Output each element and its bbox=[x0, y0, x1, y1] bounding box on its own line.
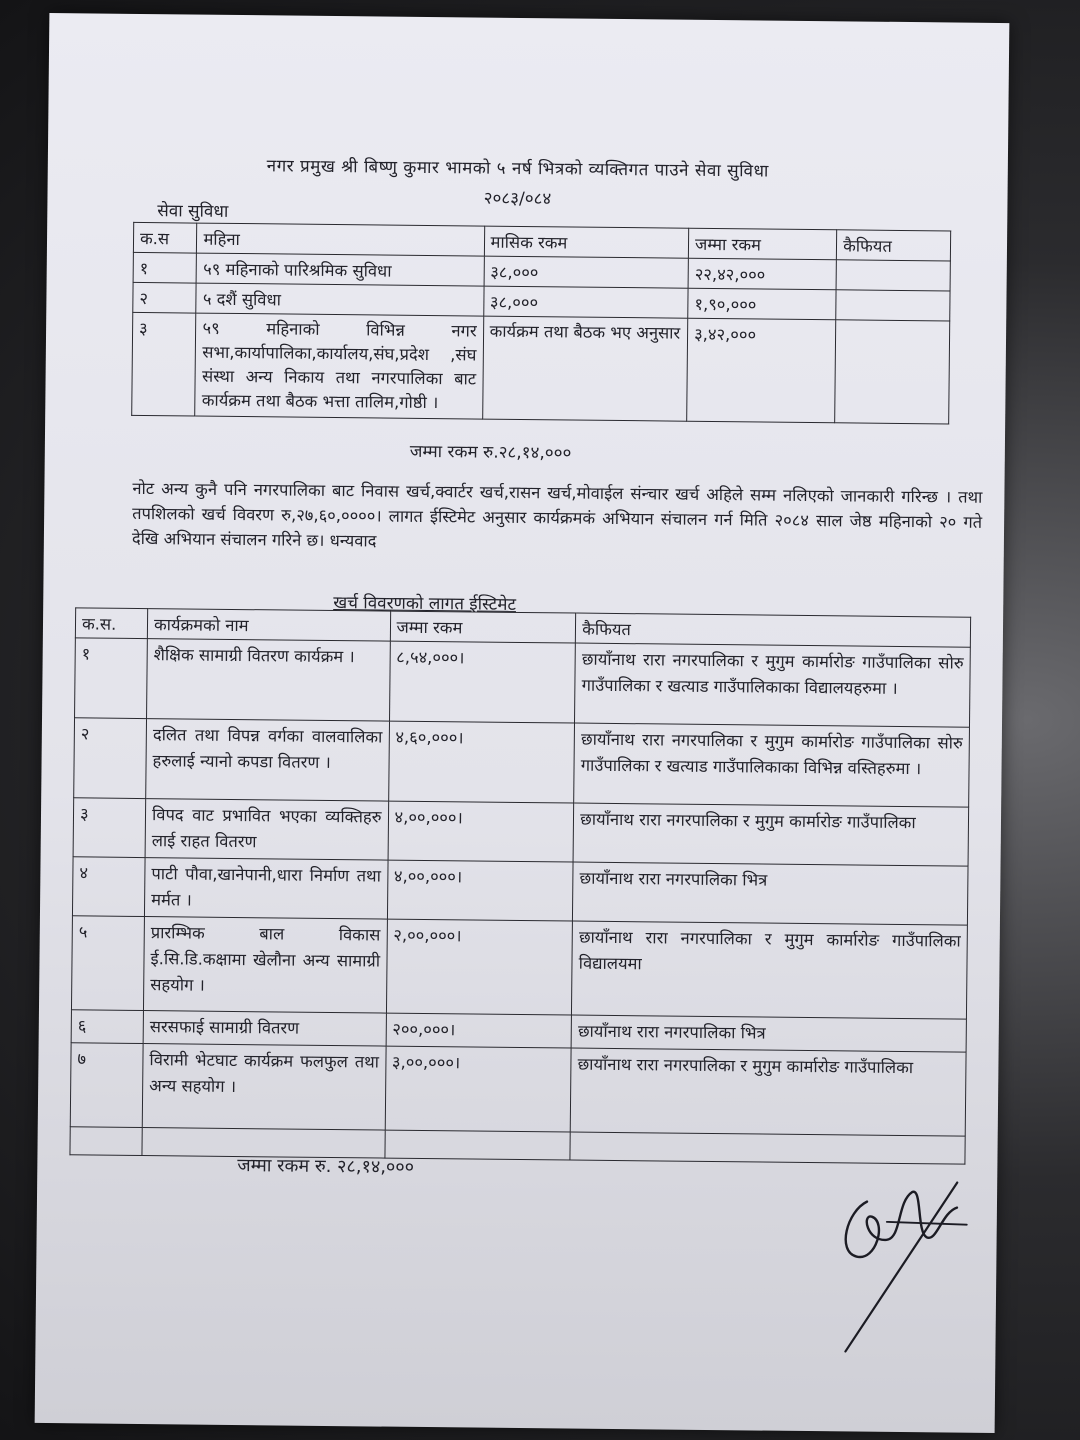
cell-sn: ३ bbox=[73, 798, 146, 858]
cell-program-name: प्रारम्भिक बाल विकास ई.सि.डि.कक्षामा खेलौना अन्य सामाग्री सहयोग । bbox=[143, 917, 386, 1014]
cell-remarks bbox=[836, 290, 950, 321]
table-row bbox=[71, 916, 967, 1019]
cell-sn: १ bbox=[133, 252, 197, 283]
cell-monthly: ३८,००० bbox=[484, 256, 689, 288]
cell-monthly: कार्यक्रम तथा बैठक भए अनुसार bbox=[482, 316, 688, 421]
cell-month: ५ दशैं सुविधा bbox=[196, 283, 483, 316]
cell-program-name: दलित तथा विपन्न वर्गका वालवालिका हरुलाई न्यानो कपडा वितरण । bbox=[146, 719, 389, 802]
table-row bbox=[75, 638, 971, 727]
header-sn: क.स bbox=[133, 222, 197, 253]
signature-icon bbox=[825, 1161, 987, 1363]
document-paper bbox=[35, 13, 1010, 1433]
cell-sn: ५ bbox=[71, 916, 144, 1011]
header-sn: क.स. bbox=[75, 608, 147, 639]
fiscal-year: २०८३/०८४ bbox=[483, 188, 552, 210]
estimate-title: खर्च विवरणको लागत ईस्टिमेट bbox=[333, 593, 517, 615]
cell-sn: २ bbox=[133, 282, 197, 313]
cell-empty bbox=[70, 1127, 142, 1156]
cell-program-name: सरसफाई सामाग्री वितरण bbox=[143, 1011, 386, 1047]
cell-program-name: शैक्षिक सामाग्री वितरण कार्यक्रम । bbox=[147, 639, 390, 722]
cell-total: १,९०,००० bbox=[688, 288, 836, 320]
cell-month: ५९ महिनाको विभिन्न नगर सभा,कार्यापालिका,कार्यालय,संघ,प्रदेश ,संघ संस्था अन्य निकाय तथा नगरपालिका बाट कार्यक्रम तथा बैठक भत्ता तालिम,गोष्ठी । bbox=[195, 313, 483, 419]
header-program-name: कार्यक्रमको नाम bbox=[147, 609, 390, 642]
cell-sn: ३ bbox=[132, 312, 197, 416]
section-label: सेवा सुविधा bbox=[157, 201, 229, 222]
header-amount: जम्मा रकम bbox=[390, 611, 576, 643]
cell-total: ३,४२,००० bbox=[687, 318, 836, 423]
cell-remarks: छायाँनाथ रारा नगरपालिका र मुगुम कार्मारोङ गाउँपालिका bbox=[573, 803, 968, 866]
cell-sn: ७ bbox=[70, 1043, 143, 1128]
cell-remarks: छायाँनाथ रारा नगरपालिका र मुगुम कार्मारोङ गाउँपालिका सोरु गाउँपालिका र खत्याड गाउँपालिकाका विभिन्न वस्तिहरुमा । bbox=[574, 723, 970, 807]
cell-amount: ४,६०,०००। bbox=[388, 721, 575, 803]
cell-program-name: विपद वाट प्रभावित भएका व्यक्तिहरु लाई राहत वितरण bbox=[145, 799, 388, 861]
cell-sn: ४ bbox=[72, 857, 145, 917]
service-table bbox=[131, 222, 951, 425]
cell-remarks bbox=[836, 260, 950, 291]
cell-amount: २००,०००। bbox=[386, 1013, 572, 1048]
cell-monthly: ३८,००० bbox=[483, 286, 688, 318]
cell-remarks: छायाँनाथ रारा नगरपालिका र मुगुम कार्मारोङ गाउँपालिका विद्यालयमा bbox=[572, 921, 968, 1019]
cell-remarks: छायाँनाथ रारा नगरपालिका र मुगुम कार्मारोङ गाउँपालिका सोरु गाउँपालिका र खत्याड गाउँपालिकाका विद्यालयहरुमा । bbox=[575, 643, 971, 727]
cell-amount: ४,००,०००। bbox=[387, 860, 573, 921]
cell-amount: ४,००,०००। bbox=[388, 801, 574, 862]
header-remarks: कैफियत bbox=[836, 230, 950, 261]
cell-total: २२,४२,००० bbox=[688, 258, 836, 290]
cell-month: ५९ महिनाको पारिश्रमिक सुविधा bbox=[197, 253, 484, 286]
header-total: जम्मा रकम bbox=[688, 228, 836, 260]
cell-remarks: छायाँनाथ रारा नगरपालिका भित्र bbox=[573, 862, 968, 925]
cell-amount: २,००,०००। bbox=[386, 919, 573, 1015]
table-row bbox=[74, 718, 970, 807]
cell-remarks: छायाँनाथ रारा नगरपालिका र मुगुम कार्मारोङ गाउँपालिका bbox=[570, 1048, 966, 1136]
cell-remarks: छायाँनाथ रारा नगरपालिका भित्र bbox=[571, 1015, 966, 1052]
cell-sn: २ bbox=[74, 718, 147, 799]
cell-amount: ८,५४,०००। bbox=[389, 641, 576, 723]
header-month: महिना bbox=[197, 223, 484, 256]
cell-program-name: पाटी पौवा,खानेपानी,धारा निर्माण तथा मर्मत । bbox=[144, 858, 387, 920]
service-total: जम्मा रकम रु.२८,१४,००० bbox=[409, 441, 572, 464]
table-row bbox=[70, 1043, 966, 1136]
header-monthly: मासिक रकम bbox=[484, 226, 689, 258]
table-row bbox=[132, 312, 950, 424]
estimate-total: जम्मा रकम रु. २८,१४,००० bbox=[237, 1155, 415, 1178]
cell-sn: १ bbox=[75, 638, 148, 719]
cell-program-name: विरामी भेटघाट कार्यक्रम फलफुल तथा अन्य सहयोग । bbox=[142, 1044, 385, 1131]
table-row bbox=[72, 857, 968, 925]
document-title: नगर प्रमुख श्री बिष्णु कुमार भामको ५ नर्ष भित्रको व्यक्तिगत पाउने सेवा सुविधा bbox=[266, 156, 770, 182]
cell-remarks bbox=[835, 320, 950, 424]
cell-sn: ६ bbox=[71, 1010, 143, 1044]
table-row bbox=[73, 798, 969, 866]
header-remarks: कैफियत bbox=[576, 613, 971, 647]
cell-amount: ३,००,०००। bbox=[385, 1046, 572, 1132]
estimate-table bbox=[69, 607, 971, 1164]
note-paragraph: नोट अन्य कुनै पनि नगरपालिका बाट निवास खर्च,क्वार्टर खर्च,रासन खर्च,मोवाईल संन्चार खर्च अहिले सम्म नलिएको जानकारी गरिन्छ । तथा तपशिलको खर्च विवरण रु,२७,६०,००००। लागत ईस्टिमेट अनुसार कार्यक्रमकं अभियान संचालन गर्न मिति २०८४ साल जेष्ठ महिनाको २० गते देखि अभियान संचालन गरिने छ। धन्यवाद bbox=[131, 478, 983, 551]
cell-empty bbox=[570, 1132, 965, 1164]
